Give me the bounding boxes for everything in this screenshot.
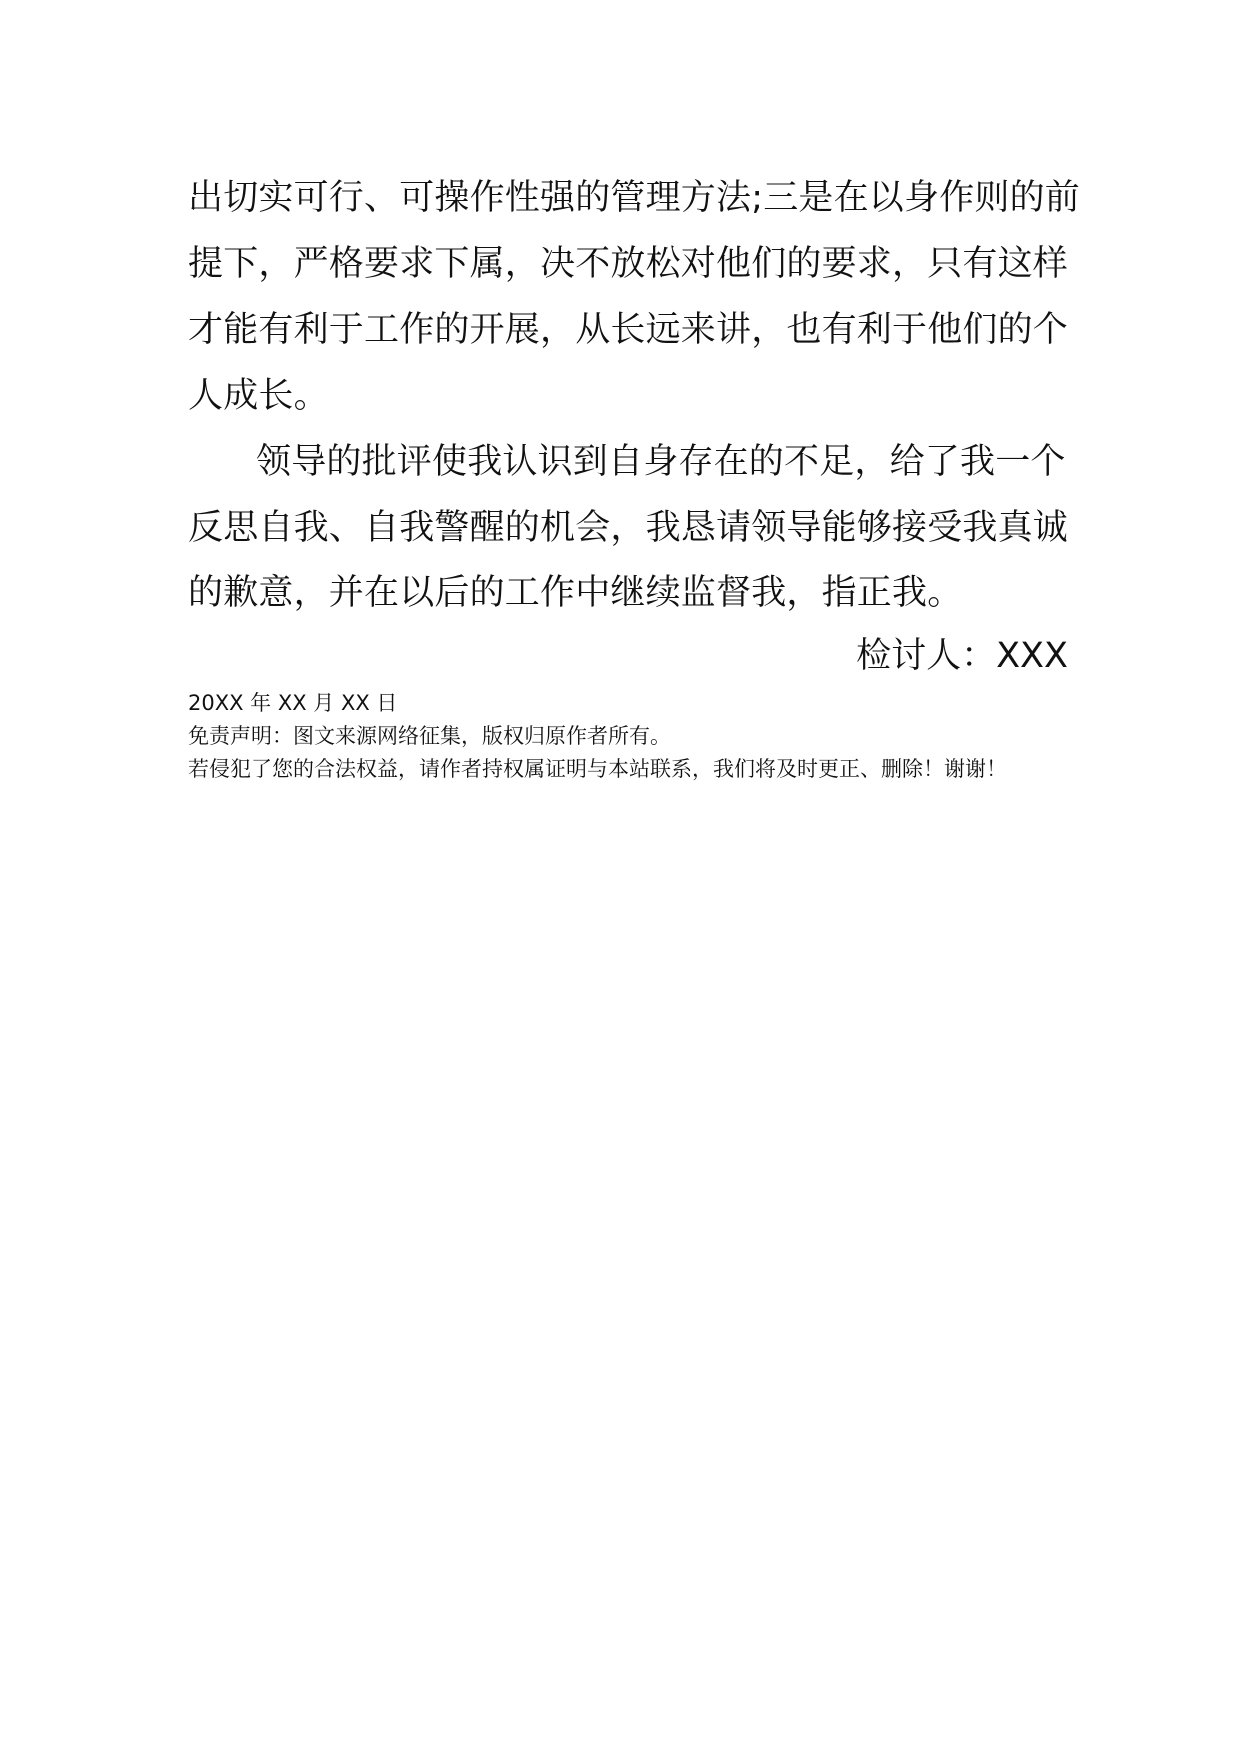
body-text-line: 提下，严格要求下属，决不放松对他们的要求，只有这样 [188, 244, 1069, 284]
disclaimer-line: 若侵犯了您的合法权益，请作者持权属证明与本站联系，我们将及时更正、删除！谢谢！ [188, 757, 1007, 781]
signature-line: 检讨人：XXX [856, 636, 1068, 676]
body-text-line: 的歉意，并在以后的工作中继续监督我，指正我。 [188, 573, 963, 613]
body-text-line: 才能有利于工作的开展，从长远来讲，也有利于他们的个 [188, 310, 1069, 350]
body-text-line: 人成长。 [188, 376, 329, 416]
body-text-line: 领导的批评使我认识到自身存在的不足，给了我一个 [256, 442, 1066, 482]
date-line: 20XX 年 XX 月 XX 日 [188, 691, 398, 715]
body-text-line: 反思自我、自我警醒的机会，我恳请领导能够接受我真诚 [188, 508, 1069, 548]
disclaimer-line: 免责声明：图文来源网络征集，版权归原作者所有。 [188, 724, 671, 748]
body-text-line: 出切实可行、可操作性强的管理方法;三是在以身作则的前 [188, 178, 1080, 218]
